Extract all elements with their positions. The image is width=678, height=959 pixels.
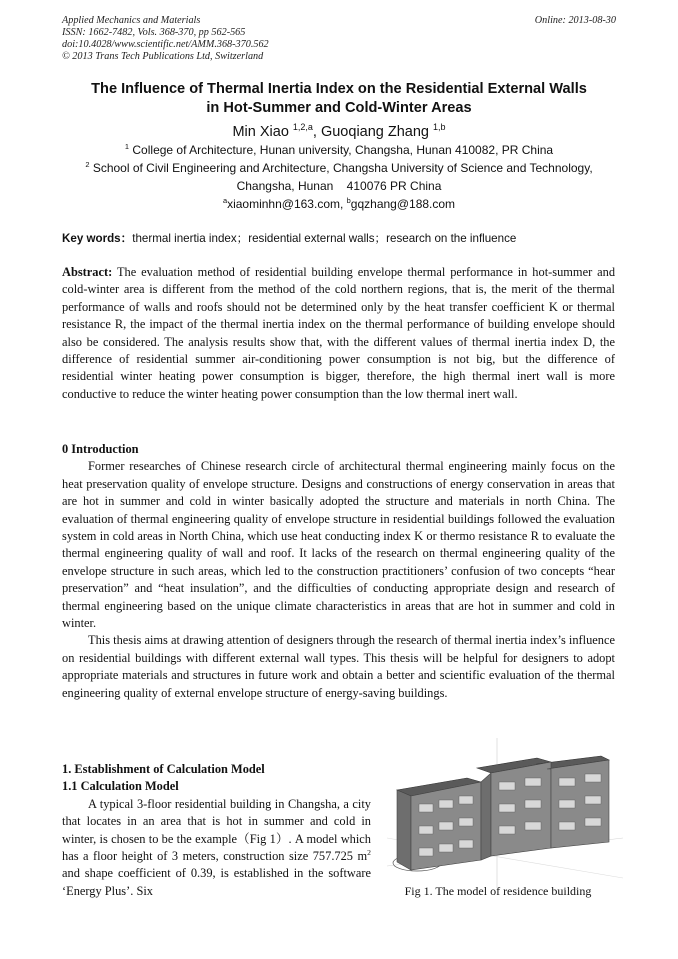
unit-superscript: 2	[367, 847, 371, 857]
wall-side-middle	[481, 773, 491, 860]
keywords-text: thermal inertia index；residential external walls；research on the influence	[132, 232, 517, 245]
keywords-label: Key words	[62, 232, 121, 245]
window	[419, 848, 433, 856]
copyright-line: © 2013 Trans Tech Publications Ltd, Switzerland	[62, 51, 264, 62]
abstract-label: Abstract:	[62, 265, 113, 279]
author-list	[40, 123, 638, 141]
paragraph-text: and shape coefficient of 0.39, is established in the software ‘Energy Plus’. Six	[62, 866, 371, 898]
wall-side-left	[397, 790, 411, 870]
paper-title	[40, 80, 638, 118]
issn-line: ISSN: 1662-7482, Vols. 368-370, pp 562-565	[62, 27, 246, 38]
window	[499, 826, 515, 834]
author-separator: ,	[312, 124, 321, 140]
email-line	[40, 197, 638, 211]
affiliation-mark: 2	[85, 160, 90, 169]
affiliation-1	[40, 142, 638, 160]
window	[525, 822, 541, 830]
window	[439, 800, 453, 808]
window	[499, 804, 515, 812]
window	[439, 822, 453, 830]
window	[419, 804, 433, 812]
title-line-2: in Hot-Summer and Cold-Winter Areas	[206, 100, 472, 116]
window	[559, 778, 575, 786]
window	[419, 826, 433, 834]
window	[525, 800, 541, 808]
keywords-separator: ：	[120, 232, 133, 245]
section-heading: 1. Establishment of Calculation Model	[62, 762, 265, 776]
keywords	[62, 230, 516, 246]
author-name: Min Xiao	[232, 124, 289, 140]
author-affiliation-mark: 1,b	[433, 122, 446, 133]
email-address: xiaominhn@163.com,	[227, 197, 347, 211]
window	[525, 778, 541, 786]
email-address: gqzhang@188.com	[350, 197, 456, 211]
window	[439, 844, 453, 852]
window	[459, 796, 473, 804]
window	[559, 822, 575, 830]
window	[585, 796, 601, 804]
window	[559, 800, 575, 808]
window	[499, 782, 515, 790]
affiliation-text: College of Architecture, Hunan university, Changsha, Hunan 410082, PR China	[132, 143, 554, 157]
affiliation-text-line-2: Changsha, Hunan 410076 PR China	[236, 178, 442, 193]
paragraph: Former researches of Chinese research circle of architectural thermal engineering mainly focus on the heat preservation quality of envelope structure. Designs and constructions of energy conservation in areas that are hot in summer and cold in winter basically adopted the structure and materials in north China. The evaluation of thermal engineering quality of envelope structure in residential buildings followed the evaluation system in cold areas in North China, which use heat conducting index K or thermo resistance R to evaluate the thermal engineering quality of wall and roof. It lacks of the research on thermal engineering quality of the envelope structure in such areas, which led to the construction practitioners’ confusion of two concepts “hear preservation” and “heat insulation”, and the difficulties of conducting appropriate design and research of thermal engineering based on the unique climate characteristics in areas that are hot in summer and cold in winter.	[62, 459, 615, 631]
abstract	[62, 264, 615, 403]
introduction-section	[62, 441, 615, 702]
affiliation-2	[40, 160, 638, 195]
email-mark: b	[346, 196, 351, 205]
doi-line: doi:10.4028/www.scientific.net/AMM.368-370.562	[62, 39, 269, 50]
email-mark: a	[222, 196, 228, 205]
section-1	[62, 761, 371, 900]
paragraph: This thesis aims at drawing attention of designers through the research of thermal inertia index’s influence on residential buildings with different external wall types. This thesis will be helpful for designers to adopt appropriate materials and structures in future work and obtain a better and scientific evaluation of the thermal engineering quality of external envelope structure of energy-saving buildings.	[62, 633, 615, 700]
figure-caption: Fig 1. The model of residence building	[404, 884, 592, 898]
building-model-figure	[387, 738, 623, 888]
window	[459, 840, 473, 848]
affiliation-text: School of Civil Engineering and Architecture, Changsha University of Science and Technology,	[92, 161, 593, 175]
paragraph	[62, 796, 371, 900]
subsection-heading: 1.1 Calculation Model	[62, 779, 179, 794]
window	[585, 774, 601, 782]
author-name: Guoqiang Zhang	[320, 124, 429, 140]
section-heading: 0 Introduction	[62, 442, 139, 456]
journal-header	[62, 15, 616, 63]
window	[585, 818, 601, 826]
affiliation-mark: 1	[124, 142, 130, 151]
journal-name: Applied Mechanics and Materials	[62, 15, 201, 26]
abstract-text: The evaluation method of residential building envelope thermal performance in hot-summer and cold-winter area is different from the method of the cold northern regions, that is, the merit of the thermal performance of walls and roofs should not be determined only by the heat transfer coefficient K or thermal resistance R, the impact of the thermal inertia index on the thermal performance of building envelope should also be considered. The analysis results show that, with the different values of thermal inertia index D, the difference of residential summer air-conditioning power consumption is not big, but the difference of residential winter heating power consumption is bigger, therefore, the high thermal inert wall is more conductive to reduce the winter heating power consumption than the low thermal inert wall.	[62, 265, 616, 401]
author-affiliation-mark: 1,2,a	[292, 122, 313, 133]
online-date: Online: 2013-08-30	[534, 15, 616, 26]
title-line-1: The Influence of Thermal Inertia Index on the Residential External Walls	[91, 81, 587, 97]
window	[459, 818, 473, 826]
paragraph-text: A typical 3-floor residential building in Changsha, a city that locates in an area that is hot in summer and cold in winter, is chosen to be the example（Fig 1）. A model which has a floor height of 3 meters, construction size 757.725 m	[62, 796, 371, 864]
